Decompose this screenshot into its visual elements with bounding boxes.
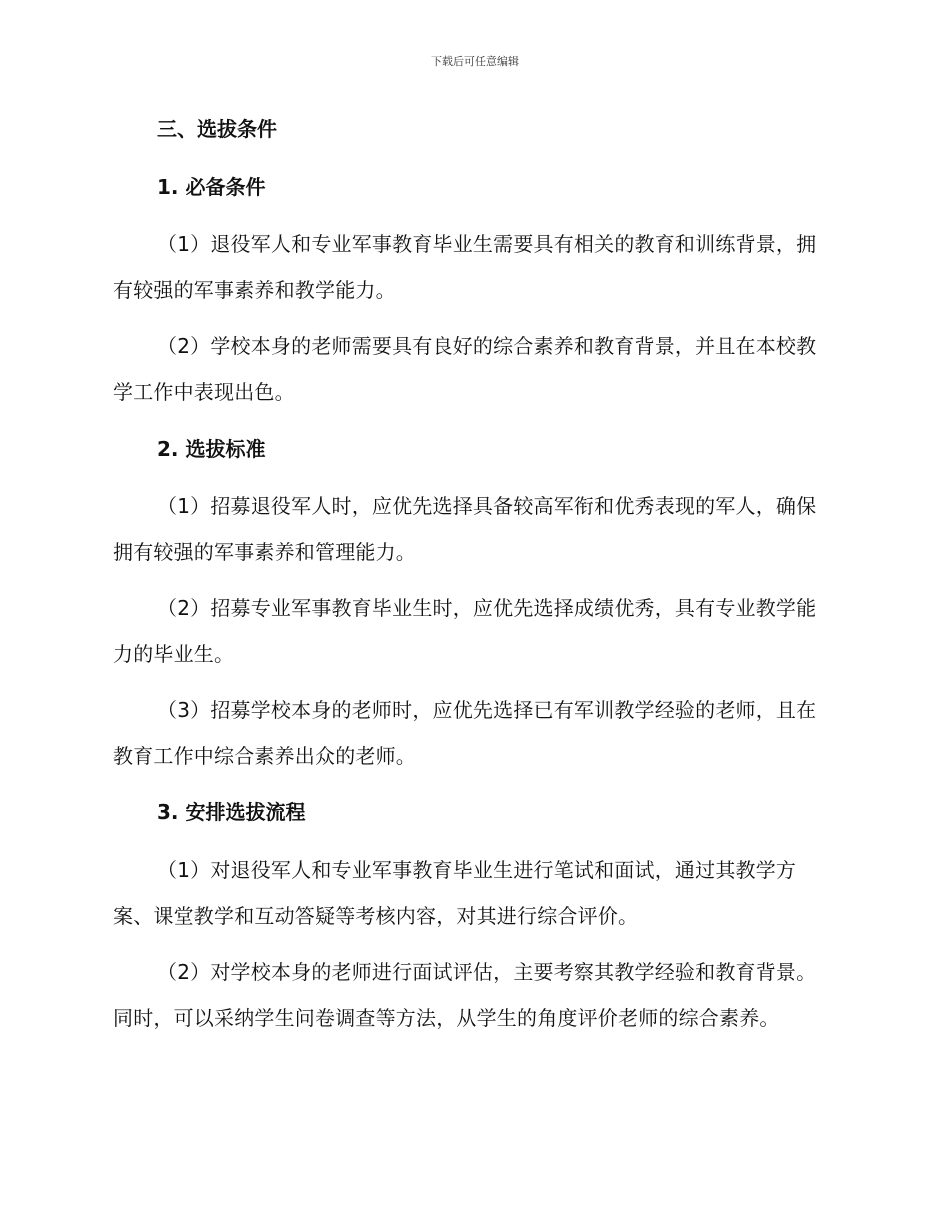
subsection-title-2: 2. 选拔标准: [157, 437, 266, 461]
page-header: 下载后可任意编辑: [431, 55, 519, 68]
paragraph-3-2: （2）对学校本身的老师进行面试评估，主要考察其教学经验和教育背景。同时，可以采纳学生问卷调查等方法，从学生的角度评价老师的综合素养。: [113, 960, 817, 1030]
paragraph-1-1: （1）退役军人和专业军事教育毕业生需要具有相关的教育和训练背景，拥有较强的军事素养和教学能力。: [113, 232, 817, 302]
paragraph-1-2: （2）学校本身的老师需要具有良好的综合素养和教育背景，并且在本校教学工作中表现出色。: [113, 334, 817, 404]
paragraph-3-1: （1）对退役军人和专业军事教育毕业生进行笔试和面试，通过其教学方案、课堂教学和互动答疑等考核内容，对其进行综合评价。: [113, 858, 797, 928]
subsection-title-1: 1. 必备条件: [157, 175, 266, 199]
paragraph-2-1: （1）招募退役军人时，应优先选择具备较高军衔和优秀表现的军人，确保拥有较强的军事素养和管理能力。: [113, 494, 817, 564]
section-title: 三、选拔条件: [157, 117, 277, 141]
subsection-title-3: 3. 安排选拔流程: [157, 800, 306, 824]
paragraph-2-3: （3）招募学校本身的老师时，应优先选择已有军训教学经验的老师，且在教育工作中综合素养出众的老师。: [113, 698, 817, 768]
paragraph-2-2: （2）招募专业军事教育毕业生时，应优先选择成绩优秀，具有专业教学能力的毕业生。: [113, 596, 817, 666]
